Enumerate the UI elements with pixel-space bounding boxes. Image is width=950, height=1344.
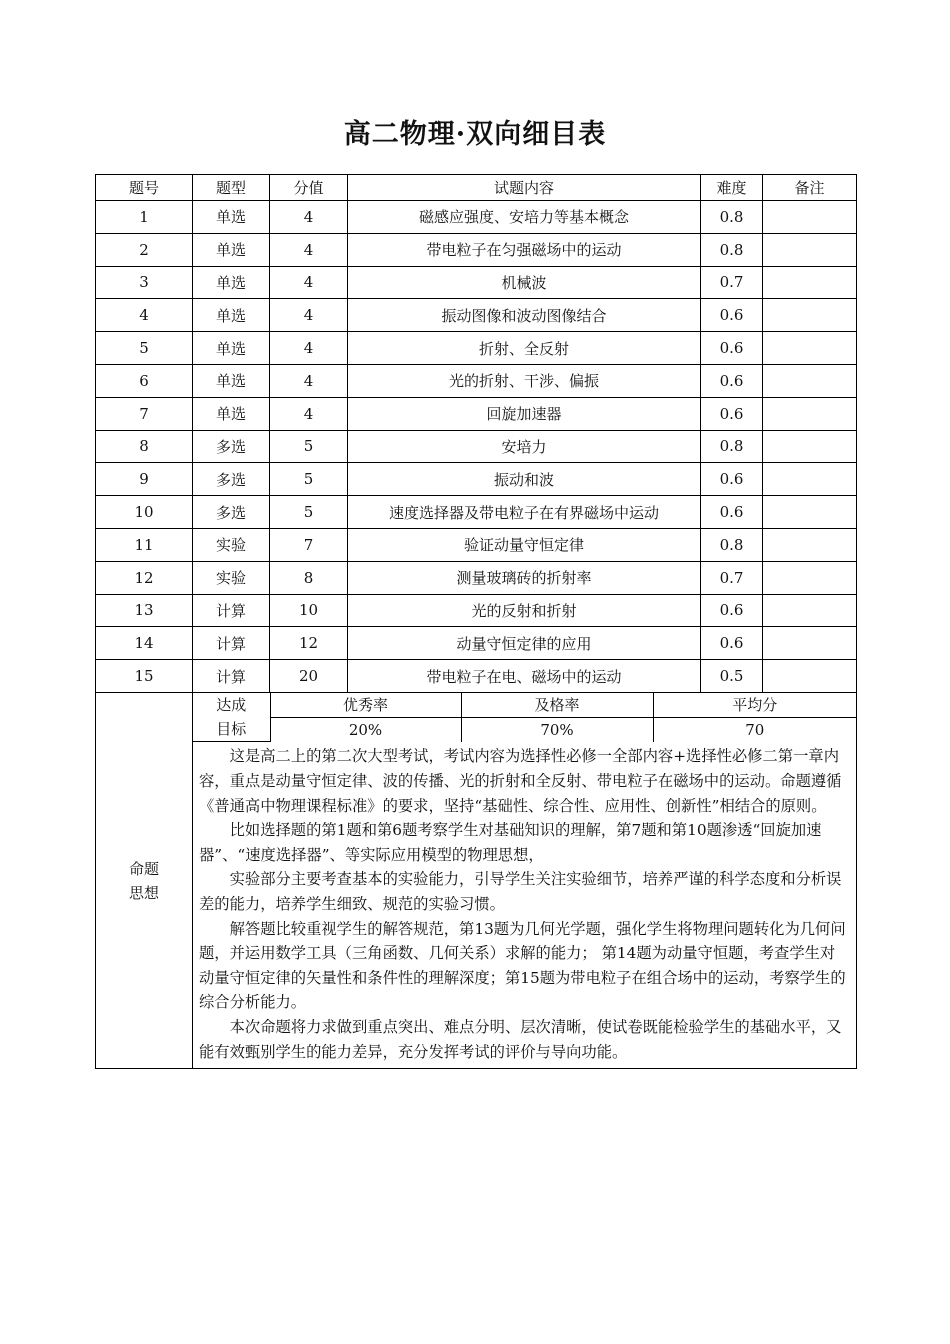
thinking-paragraph: 这是高二上的第二次大型考试，考试内容为选择性必修一全部内容+选择性必修二第一章内容，重点是动量守恒定律、波的传播、光的折射和全反射、带电粒子在磁场中的运动。命题遵循《普通高中物理课程标准》的要求，坚持“基础性、综合性、应用性、创新性”相结合的原则。: [199, 747, 842, 815]
cell-note: [763, 332, 857, 365]
table-row: [96, 299, 857, 332]
cell-score: 5: [270, 463, 348, 496]
cell-score: 4: [270, 332, 348, 365]
cell-difficulty: 0.7: [701, 561, 763, 594]
cell-note: [763, 233, 857, 266]
thinking-paragraph: 实验部分主要考查基本的实验能力，引导学生关注实验细节，培养严谨的科学态度和分析误差的能力，培养学生细致、规范的实验习惯。: [199, 870, 842, 914]
cell-score: 4: [270, 266, 348, 299]
table-row: [96, 430, 857, 463]
thinking-label: [96, 692, 193, 1068]
cell-score: 5: [270, 430, 348, 463]
cell-type: 计算: [193, 660, 270, 693]
cell-type: 多选: [193, 430, 270, 463]
cell-content: 折射、全反射: [348, 332, 701, 365]
cell-difficulty: 0.8: [701, 233, 763, 266]
target-label: [193, 693, 270, 742]
table-body: [96, 201, 857, 1069]
target-header-pass: 及格率: [461, 693, 653, 718]
target-header-average: 平均分: [653, 693, 856, 718]
cell-no: 2: [96, 233, 193, 266]
cell-note: [763, 660, 857, 693]
target-label-line2: 目标: [216, 720, 247, 739]
table-row: [96, 627, 857, 660]
cell-no: 5: [96, 332, 193, 365]
cell-no: 14: [96, 627, 193, 660]
cell-score: 4: [270, 364, 348, 397]
cell-content: 振动和波: [348, 463, 701, 496]
table-row: [96, 496, 857, 529]
header-note: 备注: [763, 175, 857, 201]
cell-type: 计算: [193, 627, 270, 660]
target-label-line1: 达成: [216, 696, 247, 715]
cell-content: 机械波: [348, 266, 701, 299]
cell-difficulty: 0.6: [701, 496, 763, 529]
cell-type: 单选: [193, 332, 270, 365]
cell-score: 20: [270, 660, 348, 693]
cell-note: [763, 627, 857, 660]
thinking-paragraph: 解答题比较重视学生的解答规范，第13题为几何光学题，强化学生将物理问题转化为几何问题，并运用数学工具（三角函数、几何关系）求解的能力； 第14题为动量守恒题，考查学生对动量守恒定律的矢量性和条件性的理解深度；第15题为带电粒子在组合场中的运动，考察学生的综合分析能力。: [199, 919, 846, 1012]
cell-type: 单选: [193, 233, 270, 266]
page-title: 高二物理·双向细目表: [343, 119, 607, 150]
cell-type: 多选: [193, 496, 270, 529]
cell-difficulty: 0.6: [701, 364, 763, 397]
target-value-average: 70: [653, 717, 856, 742]
cell-content: 带电粒子在电、磁场中的运动: [348, 660, 701, 693]
cell-type: 单选: [193, 397, 270, 430]
cell-difficulty: 0.6: [701, 397, 763, 430]
header-content: 试题内容: [348, 175, 701, 201]
cell-no: 15: [96, 660, 193, 693]
cell-no: 10: [96, 496, 193, 529]
cell-score: 12: [270, 627, 348, 660]
cell-score: 5: [270, 496, 348, 529]
cell-score: 4: [270, 201, 348, 234]
cell-type: 单选: [193, 201, 270, 234]
cell-score: 4: [270, 397, 348, 430]
table-row: [96, 364, 857, 397]
cell-difficulty: 0.6: [701, 463, 763, 496]
cell-type: 单选: [193, 266, 270, 299]
thinking-text: [193, 742, 856, 1068]
cell-no: 6: [96, 364, 193, 397]
cell-content: 测量玻璃砖的折射率: [348, 561, 701, 594]
header-score: 分值: [270, 175, 348, 201]
target-header-excellent: 优秀率: [270, 693, 461, 718]
cell-no: 4: [96, 299, 193, 332]
cell-note: [763, 299, 857, 332]
cell-score: 8: [270, 561, 348, 594]
thinking-paragraph: 本次命题将力求做到重点突出、难点分明、层次清晰，使试卷既能检验学生的基础水平，又能有效甄别学生的能力差异，充分发挥考试的评价与导向功能。: [199, 1017, 842, 1061]
spec-table: [95, 174, 857, 1069]
thinking-paragraph: 比如选择题的第1题和第6题考察学生对基础知识的理解，第7题和第10题渗透“回旋加速器”、“速度选择器”、等实际应用模型的物理思想，: [199, 821, 822, 864]
table-row: [96, 332, 857, 365]
cell-note: [763, 594, 857, 627]
cell-score: 4: [270, 299, 348, 332]
table-header-row: [96, 175, 857, 201]
cell-note: [763, 496, 857, 529]
cell-no: 3: [96, 266, 193, 299]
cell-no: 7: [96, 397, 193, 430]
target-table: [193, 693, 856, 743]
cell-note: [763, 561, 857, 594]
cell-no: 11: [96, 528, 193, 561]
cell-content: 动量守恒定律的应用: [348, 627, 701, 660]
cell-difficulty: 0.8: [701, 528, 763, 561]
cell-score: 7: [270, 528, 348, 561]
header-type: 题型: [193, 175, 270, 201]
target-value-pass: 70%: [461, 717, 653, 742]
cell-note: [763, 463, 857, 496]
table-row: [96, 201, 857, 234]
cell-content: 速度选择器及带电粒子在有界磁场中运动: [348, 496, 701, 529]
table-row: [96, 266, 857, 299]
cell-note: [763, 528, 857, 561]
cell-type: 多选: [193, 463, 270, 496]
cell-type: 实验: [193, 528, 270, 561]
cell-note: [763, 201, 857, 234]
cell-difficulty: 0.6: [701, 299, 763, 332]
cell-content: 带电粒子在匀强磁场中的运动: [348, 233, 701, 266]
cell-type: 实验: [193, 561, 270, 594]
cell-content: 安培力: [348, 430, 701, 463]
cell-difficulty: 0.6: [701, 332, 763, 365]
cell-content: 回旋加速器: [348, 397, 701, 430]
cell-difficulty: 0.8: [701, 430, 763, 463]
table-row: [96, 594, 857, 627]
cell-difficulty: 0.5: [701, 660, 763, 693]
cell-content: 振动图像和波动图像结合: [348, 299, 701, 332]
cell-type: 单选: [193, 299, 270, 332]
cell-content: 磁感应强度、安培力等基本概念: [348, 201, 701, 234]
target-value-excellent: 20%: [270, 717, 461, 742]
cell-content: 光的反射和折射: [348, 594, 701, 627]
cell-note: [763, 430, 857, 463]
cell-content: 验证动量守恒定律: [348, 528, 701, 561]
cell-difficulty: 0.6: [701, 627, 763, 660]
target-thinking-cell: [193, 692, 857, 1068]
cell-score: 4: [270, 233, 348, 266]
header-no: 题号: [96, 175, 193, 201]
table-row: [96, 561, 857, 594]
cell-difficulty: 0.6: [701, 594, 763, 627]
cell-no: 8: [96, 430, 193, 463]
cell-content: 光的折射、干涉、偏振: [348, 364, 701, 397]
cell-difficulty: 0.8: [701, 201, 763, 234]
target-and-thinking-block: [96, 692, 857, 1068]
cell-note: [763, 364, 857, 397]
cell-score: 10: [270, 594, 348, 627]
cell-note: [763, 266, 857, 299]
thinking-label-line1: 命题: [128, 859, 159, 878]
cell-no: 1: [96, 201, 193, 234]
cell-type: 单选: [193, 364, 270, 397]
header-difficulty: 难度: [701, 175, 763, 201]
cell-no: 13: [96, 594, 193, 627]
table-row: [96, 233, 857, 266]
table-row: [96, 463, 857, 496]
cell-type: 计算: [193, 594, 270, 627]
thinking-label-line2: 思想: [128, 883, 159, 902]
table-row: [96, 660, 857, 693]
cell-difficulty: 0.7: [701, 266, 763, 299]
table-row: [96, 528, 857, 561]
cell-note: [763, 397, 857, 430]
cell-no: 12: [96, 561, 193, 594]
table-row: [96, 397, 857, 430]
cell-no: 9: [96, 463, 193, 496]
